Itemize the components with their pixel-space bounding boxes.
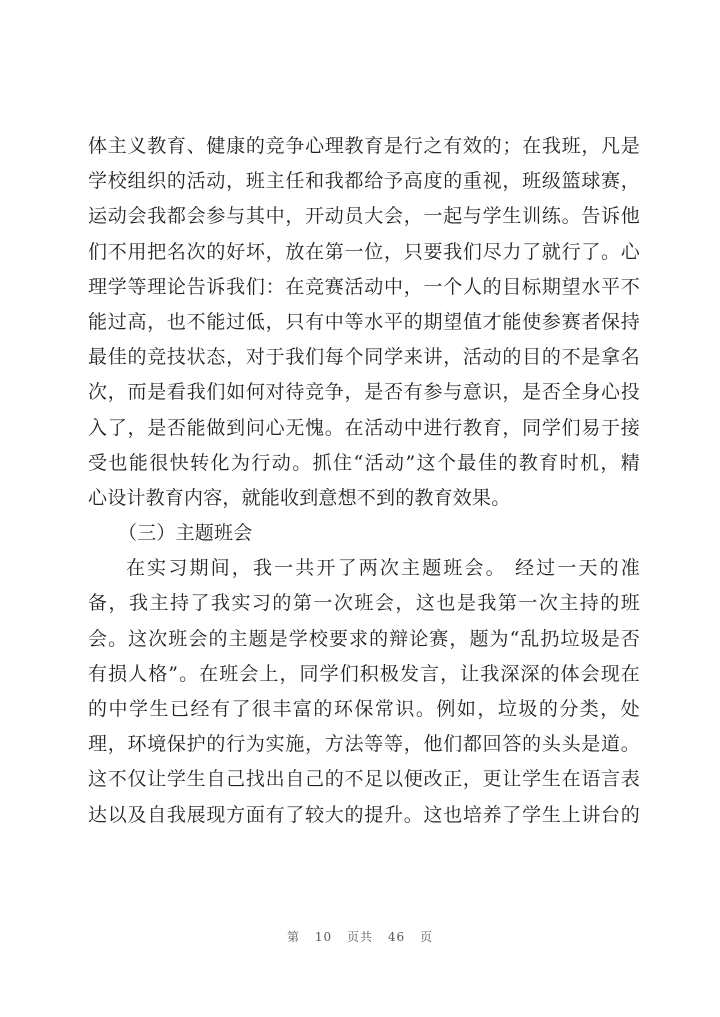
text-line: 会。这次班会的主题是学校要求的辩论赛，题为“乱扔垃圾是否	[88, 627, 640, 650]
text-line: 理，环境保护的行为实施，方法等等，他们都回答的头头是道。	[88, 733, 640, 756]
text-line: 能过高，也不能过低，只有中等水平的期望值才能使参赛者保持	[88, 310, 640, 333]
text-line: 达以及自我展现方面有了较大的提升。这也培养了学生上讲台的	[88, 803, 640, 826]
text-line: 入了，是否能做到问心无愧。在活动中进行教育，同学们易于接	[88, 416, 640, 439]
section-heading: （三）主题班会	[118, 522, 253, 545]
text-line: 最佳的竞技状态，对于我们每个同学来讲，活动的目的不是拿名	[88, 346, 640, 369]
page-number: 10	[314, 930, 333, 944]
text-line: 有损人格”。在班会上，同学们积极发言，让我深深的体会现在	[88, 662, 640, 685]
footer-suffix: 页	[419, 930, 433, 944]
text-line: 这不仅让学生自己找出自己的不足以便改正，更让学生在语言表	[88, 768, 640, 791]
footer-prefix: 第	[287, 930, 301, 944]
text-line: 体主义教育、健康的竞争心理教育是行之有效的；在我班，凡是	[88, 135, 640, 157]
text-line: 的中学生已经有了很丰富的环保常识。例如，垃圾的分类，处	[88, 698, 640, 720]
text-line: 心设计教育内容，就能收到意想不到的教育效果。	[88, 486, 511, 509]
text-line: 学校组织的活动，班主任和我都给予高度的重视，班级篮球赛，	[88, 170, 640, 193]
text-line: 受也能很快转化为行动。抓住“活动”这个最佳的教育时机，精	[88, 451, 640, 474]
total-pages: 46	[387, 930, 406, 944]
text-line: 理学等理论告诉我们：在竞赛活动中，一个人的目标期望水平不	[88, 275, 640, 298]
text-line: 次，而是看我们如何对待竞争，是否有参与意识，是否全身心投	[88, 381, 640, 404]
text-line: 运动会我都会参与其中，开动员大会，一起与学生训练。告诉他	[88, 205, 640, 228]
footer-middle: 页共	[346, 930, 373, 944]
page-footer	[0, 928, 720, 945]
text-line: 在实习期间，我一共开了两次主题班会。 经过一天的准	[126, 557, 640, 580]
text-line: 备，我主持了我实习的第一次班会，这也是我第一次主持的班	[88, 592, 640, 615]
body-text	[88, 129, 640, 833]
text-line: 们不用把名次的好坏，放在第一位，只要我们尽力了就行了。心	[88, 240, 640, 263]
